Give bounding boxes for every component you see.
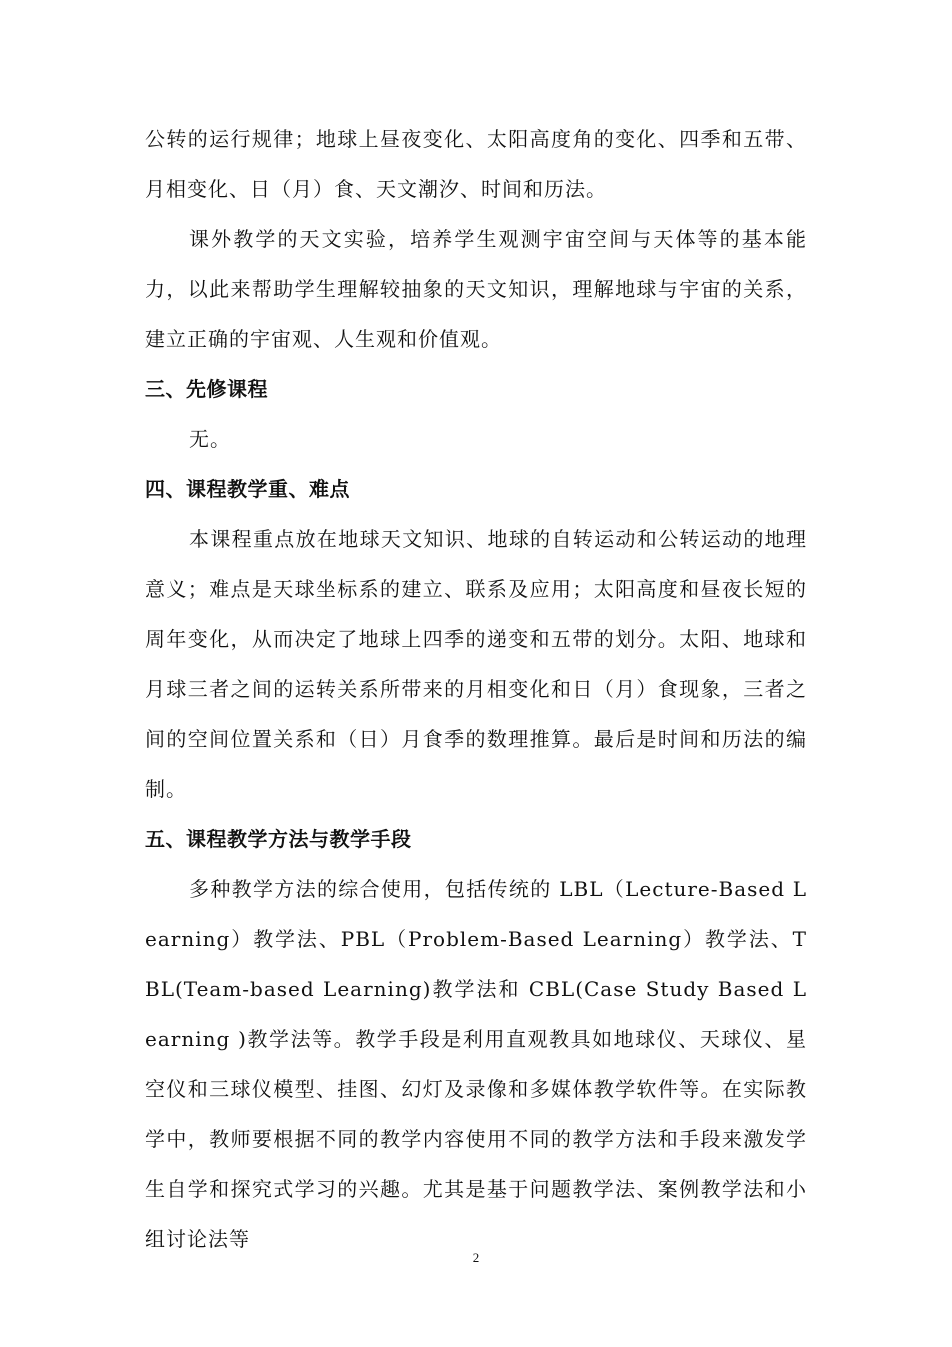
paragraph-prerequisites: 无。 [189,427,231,451]
section-heading-prerequisites: 三、先修课程 [145,377,268,401]
paragraph-astronomy-experiments: 课外教学的天文实验，培养学生观测宇宙空间与天体等的基本能力，以此来帮助学生理解较抽象的天文知识，理解地球与宇宙的关系，建立正确的宇宙观、人生观和价值观。 [145,227,807,351]
section-heading-teaching-methods: 五、课程教学方法与教学手段 [145,827,412,851]
section-heading-key-points: 四、课程教学重、难点 [145,477,350,501]
document-body [145,114,807,1264]
page-number: 2 [472,1250,480,1265]
paragraph-orbit-rules: 公转的运行规律；地球上昼夜变化、太阳高度角的变化、四季和五带、月相变化、日（月）食、天文潮汐、时间和历法。 [145,127,807,201]
paragraph-key-points: 本课程重点放在地球天文知识、地球的自转运动和公转运动的地理意义；难点是天球坐标系的建立、联系及应用；太阳高度和昼夜长短的周年变化，从而决定了地球上四季的递变和五带的划分。太阳、地球和月球三者之间的运转关系所带来的月相变化和日（月）食现象，三者之间的空间位置关系和（日）月食季的数理推算。最后是时间和历法的编制。 [145,527,807,801]
paragraph-teaching-methods: 多种教学方法的综合使用，包括传统的 LBL（Lecture-Based Learning）教学法、PBL（Problem-Based Learning）教学法、TBL(Team-based Learning)教学法和 CBL(Case Study Based Learning )教学法等。教学手段是利用直观教具如地球仪、天球仪、星空仪和三球仪模型、挂图、幻灯及录像和多媒体教学软件等。在实际教学中，教师要根据不同的教学内容使用不同的教学方法和手段来激发学生自学和探究式学习的兴趣。尤其是基于问题教学法、案例教学法和小组讨论法等 [145,877,807,1251]
